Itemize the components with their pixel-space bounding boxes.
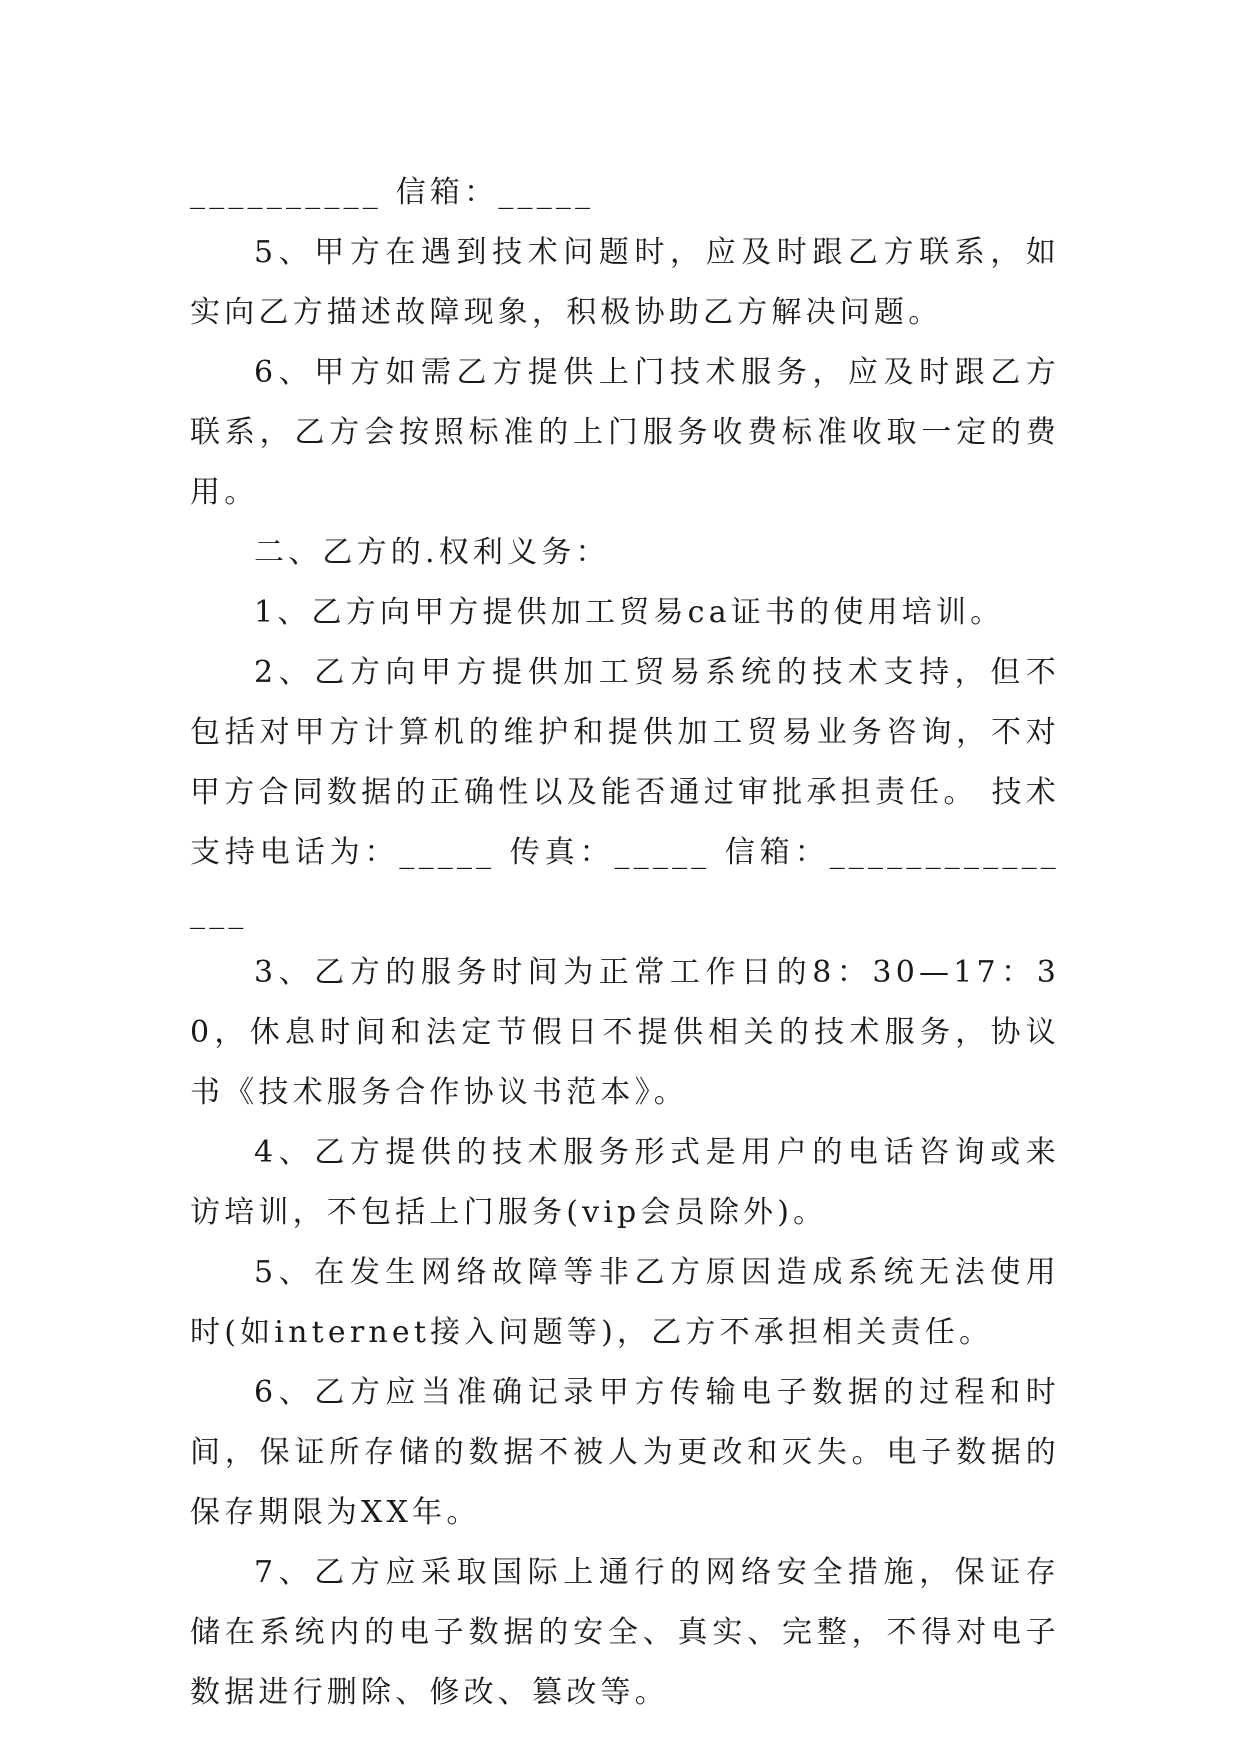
paragraph-party-b-item-4: 4、乙方提供的技术服务形式是用户的电话咨询或来访培训，不包括上门服务(vip会员除外)。 — [190, 1135, 1060, 1230]
paragraph-party-b-item-2: 2、乙方向甲方提供加工贸易系统的技术支持，但不包括对甲方计算机的维护和提供加工贸易业务咨询，不对甲方合同数据的正确性以及能否通过审批承担责任。 技术支持电话为：_____ 传真：_____ 信箱：_______________ — [190, 655, 1060, 930]
paragraph-party-b-item-5: 5、在发生网络故障等非乙方原因造成系统无法使用时(如internet接入问题等)，乙方不承担相关责任。 — [190, 1255, 1060, 1350]
paragraph-party-a-item-6: 6、甲方如需乙方提供上门技术服务，应及时跟乙方联系，乙方会按照标准的上门服务收费标准收取一定的费用。 — [190, 355, 1060, 510]
paragraph-party-b-item-7: 7、乙方应采取国际上通行的网络安全措施，保证存储在系统内的电子数据的安全、真实、完整，不得对电子数据进行删除、修改、篡改等。 — [190, 1555, 1060, 1710]
document-body — [190, 163, 1060, 1723]
paragraph-party-b-item-6: 6、乙方应当准确记录甲方传输电子数据的过程和时间，保证所存储的数据不被人为更改和灭失。电子数据的保存期限为XX年。 — [190, 1375, 1060, 1530]
section-heading-party-b-rights: 二、乙方的.权利义务： — [254, 535, 610, 570]
paragraph-mailbox-continuation: __________ 信箱：_____ — [190, 175, 595, 210]
paragraph-party-b-item-3: 3、乙方的服务时间为正常工作日的8：30—17：30，休息时间和法定节假日不提供相关的技术服务，协议书《技术服务合作协议书范本》。 — [190, 955, 1060, 1110]
paragraph-party-a-item-5: 5、甲方在遇到技术问题时，应及时跟乙方联系，如实向乙方描述故障现象，积极协助乙方解决问题。 — [190, 235, 1060, 330]
paragraph-party-b-item-1: 1、乙方向甲方提供加工贸易ca证书的使用培训。 — [254, 595, 1005, 630]
